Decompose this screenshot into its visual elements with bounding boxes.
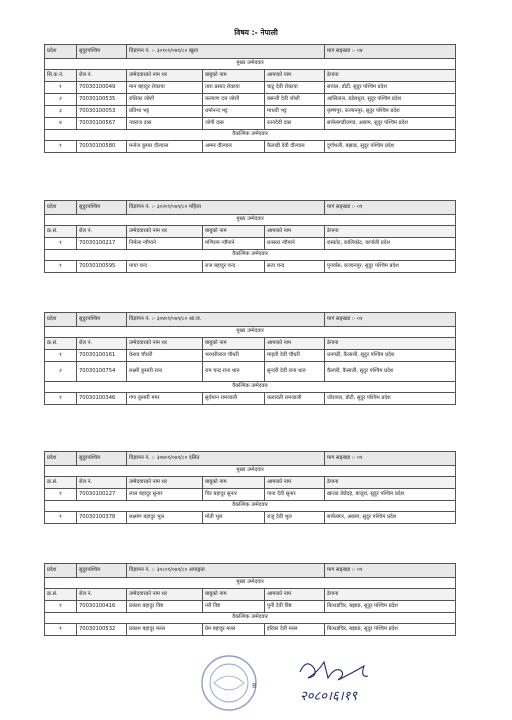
mother-name: सत्य चन्द [265,261,325,273]
address-header: ठेगाना [325,589,456,601]
alternate-candidates-label: वैकल्पिक उम्मेदवार [45,382,456,393]
candidate-address: जोरायल, डोटी, सुदुर पश्चिम प्रदेश [325,393,456,405]
serial-number: १ [45,393,77,405]
address-header: ठेगाना [325,226,456,238]
province-name: सुदुरपश्चिम [77,313,127,327]
candidate-address: साफेबगर, अछाम, सुदुर पश्चिम प्रदेश [325,512,456,524]
father-name: अम्मर दौल्याल [203,141,265,153]
name-header: उम्मेदवारको नाम थर [127,70,203,82]
roll-header: रोल नं. [77,338,127,350]
demand-count: माग सङ्ख्या :- ०२ [325,313,456,327]
candidate-name: मनोज कुमार दौल्याल [127,141,203,153]
page-number: 8 [252,682,257,690]
serial-number: १ [45,82,77,94]
mother-name: पुनी देवी विष्ट [265,601,325,613]
candidate-address: कृष्णपुर, कञ्चनपुर, सुदुर पश्चिम प्रदेश [325,106,456,118]
name-header: उम्मेदवारको नाम थर [127,226,203,238]
candidate-address: धनगढी, कैलाली, सुदुर पश्चिम प्रदेश [325,350,456,362]
mother-name: धनसरा न्यौपाने [265,238,325,250]
candidate-name: निर्मला न्यौपाने [127,238,203,250]
father-name: मोती भुल [203,512,265,524]
father-name: तारा प्रसाद रोकाया [203,82,265,94]
roll-header: रोल नं. [77,226,127,238]
candidate-name: लक्ष्मी कुमारी राना [127,362,203,382]
roll-number: 70030100567 [77,118,127,130]
roll-number: 70030100346 [77,393,127,405]
alternate-candidates-label: वैकल्पिक उम्मेदवार [45,613,456,624]
roll-number: 70030100127 [77,489,127,501]
signature-date: २०८०।६।१९ [300,689,358,704]
candidate-address: पुनर्वास, कञ्चनपुर, सुदुर पश्चिम प्रदेश [325,261,456,273]
father-name: सुर्यमान रामजाली [203,393,265,405]
roll-number: 70030100416 [77,601,127,613]
serial-number: १ [45,141,77,153]
serial-number: ३ [45,106,77,118]
candidate-name: माया चन्द [127,261,203,273]
roll-number: 70030100049 [77,82,127,94]
province-label: प्रदेश [45,564,77,578]
roll-header: रोल नं. [77,70,127,82]
serial-number: १ [45,512,77,524]
candidate-name: केशव चौधरी [127,350,203,362]
mother-name: कलावती रामजाली [265,393,325,405]
demand-count: माग सङ्ख्या :- ०१ [325,201,456,215]
page-title: विषय :- नेपाली [234,28,278,37]
candidate-address: सायल, डोटी, सुदुर पश्चिम प्रदेश [325,82,456,94]
mother-name: इरिका देवी मल्ल [265,624,325,636]
mother-name: कैलाडी देवी दौल्याल [265,141,325,153]
father-header: बाबुको नाम [203,338,265,350]
father-name: नरी विष्ट [203,601,265,613]
demand-count: माग सङ्ख्या :- ०१ [325,564,456,578]
demand-count: माग सङ्ख्या :- ०४ [325,45,456,59]
candidate-name: प्रतिभा भट्ट [127,106,203,118]
candidate-address: रास्कोट, कालिकोट, कर्णाली प्रदेश [325,238,456,250]
candidate-address: खप्तड छेडेदह, बाजुरा, सुदुर पश्चिम प्रदेश [325,489,456,501]
candidate-name: लक्ष्मण बहादुर भुल [127,512,203,524]
main-candidates-label: मुख्य उम्मेदवार [45,466,456,477]
name-header: उम्मेदवारको नाम थर [127,477,203,489]
candidate-name: गंगा कुमारी मगर [127,393,203,405]
notice-number: विज्ञापन नं. :- ३०१०१/०७९/८० खुला [127,45,325,59]
notice-number: विज्ञापन नं. :- ३०८०१/०७९/८० अपाङ्गता [127,564,325,578]
serial-number: १ [45,350,77,362]
roll-number: 70030100378 [77,512,127,524]
mother-header: आमाको नाम [265,589,325,601]
candidate-address: साफेबगडीजगड, अछाम, सुदुर पश्चिम प्रदेश [325,118,456,130]
father-name: राम चन्द्र राना थारु [203,362,265,382]
demand-count: माग सङ्ख्या :- ०१ [325,452,456,466]
main-candidates-label: मुख्य उम्मेदवार [45,578,456,589]
alternate-candidates-label: वैकल्पिक उम्मेदवार [45,501,456,512]
candidate-name: राधिका जोशी [127,94,203,106]
sn-header: क्र.सं. [45,226,77,238]
father-name: जोगी दास [203,118,265,130]
serial-number: २ [45,362,77,382]
mother-name: माइती देवी चौधरी [265,350,325,362]
sn-header: सि.क.नं. [45,70,77,82]
candidate-name: प्रकाश बहादुर विष्ट [127,601,203,613]
father-header: बाबुको नाम [203,477,265,489]
serial-number: १ [45,624,77,636]
province-name: सुदूरपश्चिम [77,45,127,59]
father-name: मणिराम न्यौपाने [203,238,265,250]
name-header: उम्मेदवारको नाम थर [127,589,203,601]
province-name: सुदुरपश्चिम [77,564,127,578]
address-header: ठेगाना [325,477,456,489]
mother-name: माधवी भट्ट [265,106,325,118]
notice-number: विज्ञापन नं. :- ३०२०१/०७९/८० महिला [127,201,325,215]
serial-number: १ [45,489,77,501]
serial-number: ४ [45,118,77,130]
mother-header: आमाको नाम [265,226,325,238]
father-name: राज बहादुर चन्द [203,261,265,273]
roll-number: 70030100053 [77,106,127,118]
roll-header: रोल नं. [77,589,127,601]
province-label: प्रदेश [45,45,77,59]
province-name: सुदुरपश्चिम [77,452,127,466]
serial-number: १ [45,601,77,613]
mother-header: आमाको नाम [265,338,325,350]
roll-number: 70030100535 [77,94,127,106]
signature [300,662,368,680]
mother-name: सुन्दरी देवी राना थारु [265,362,325,382]
address-header: ठेगाना [325,70,456,82]
candidate-address: कैलारी, कैलाली, सुदुर पश्चिम प्रदेश [325,362,456,382]
main-candidates-label: मुख्य उम्मेदवार [45,327,456,338]
serial-number: १ [45,238,77,250]
notice-number: विज्ञापन नं. :- ३०७०१/०७९/८० दलित [127,452,325,466]
province-name: सुदुरपश्चिम [77,201,127,215]
alternate-candidates-label: वैकल्पिक उम्मेदवार [45,250,456,261]
alternate-candidates-label: वैकल्पिक उम्मेदवार [45,130,456,141]
father-name: धर्मानन्द भट्ट [203,106,265,118]
main-candidates-label: मुख्य उम्मेदवार [45,215,456,226]
mother-header: आमाको नाम [265,477,325,489]
candidate-address: बित्थडचिर, बझाङ, सुदुर पश्चिम प्रदेश [325,601,456,613]
main-candidates-label: मुख्य उम्मेदवार [45,59,456,70]
province-label: प्रदेश [45,201,77,215]
father-name: कल्याण दत्त जोशी [203,94,265,106]
serial-number: २ [45,94,77,106]
father-name: भरथरीलाल चौधरी [203,350,265,362]
father-header: बाबुको नाम [203,589,265,601]
mother-name: रतनदेवी दास [265,118,325,130]
candidate-address: बित्थडचिर, बझाङ, सुदुर पश्चिम प्रदेश [325,624,456,636]
candidate-address: आलिताल, डडेलधुरा, सुदुर पश्चिम प्रदेश [325,94,456,106]
province-label: प्रदेश [45,313,77,327]
name-header: उम्मेदवारको नाम थर [127,338,203,350]
candidate-name: नवराज दास [127,118,203,130]
roll-number: 70030100161 [77,350,127,362]
address-header: ठेगाना [325,338,456,350]
father-header: बाबुको नाम [203,226,265,238]
serial-number: १ [45,261,77,273]
notice-number: विज्ञापन नं. :- ३०४०१/०७९/८० आ.ज. [127,313,325,327]
candidate-name: लाल बहादुर सुनार [127,489,203,501]
candidate-name: प्रकाश बहादुर मल्ल [127,624,203,636]
mother-name: राजु देवी भुल [265,512,325,524]
roll-number: 70030100217 [77,238,127,250]
mother-header: आमाको नाम [265,70,325,82]
father-name: चिर बहादुर सुनार [203,489,265,501]
sn-header: क्र.सं. [45,338,77,350]
sn-header: क्र.सं. [45,477,77,489]
roll-number: 70030100532 [77,624,127,636]
mother-name: पाना देवी सुनार [265,489,325,501]
official-stamp [202,656,256,710]
candidate-address: दुर्गाथली, बझाङ, सुदुर पश्चिम प्रदेश [325,141,456,153]
province-label: प्रदेश [45,452,77,466]
roll-number: 70030100580 [77,141,127,153]
father-header: बाबुको नाम [203,70,265,82]
mother-name: बसन्ती देवी जोशी [265,94,325,106]
sn-header: क्र.सं. [45,589,77,601]
roll-number: 70030100754 [77,362,127,382]
roll-number: 70030100595 [77,261,127,273]
candidate-name: मान बहादुर रोकाया [127,82,203,94]
mother-name: चाटु देवी रोकाया [265,82,325,94]
father-name: प्रेम बहादुर मल्ल [203,624,265,636]
roll-header: रोल नं. [77,477,127,489]
